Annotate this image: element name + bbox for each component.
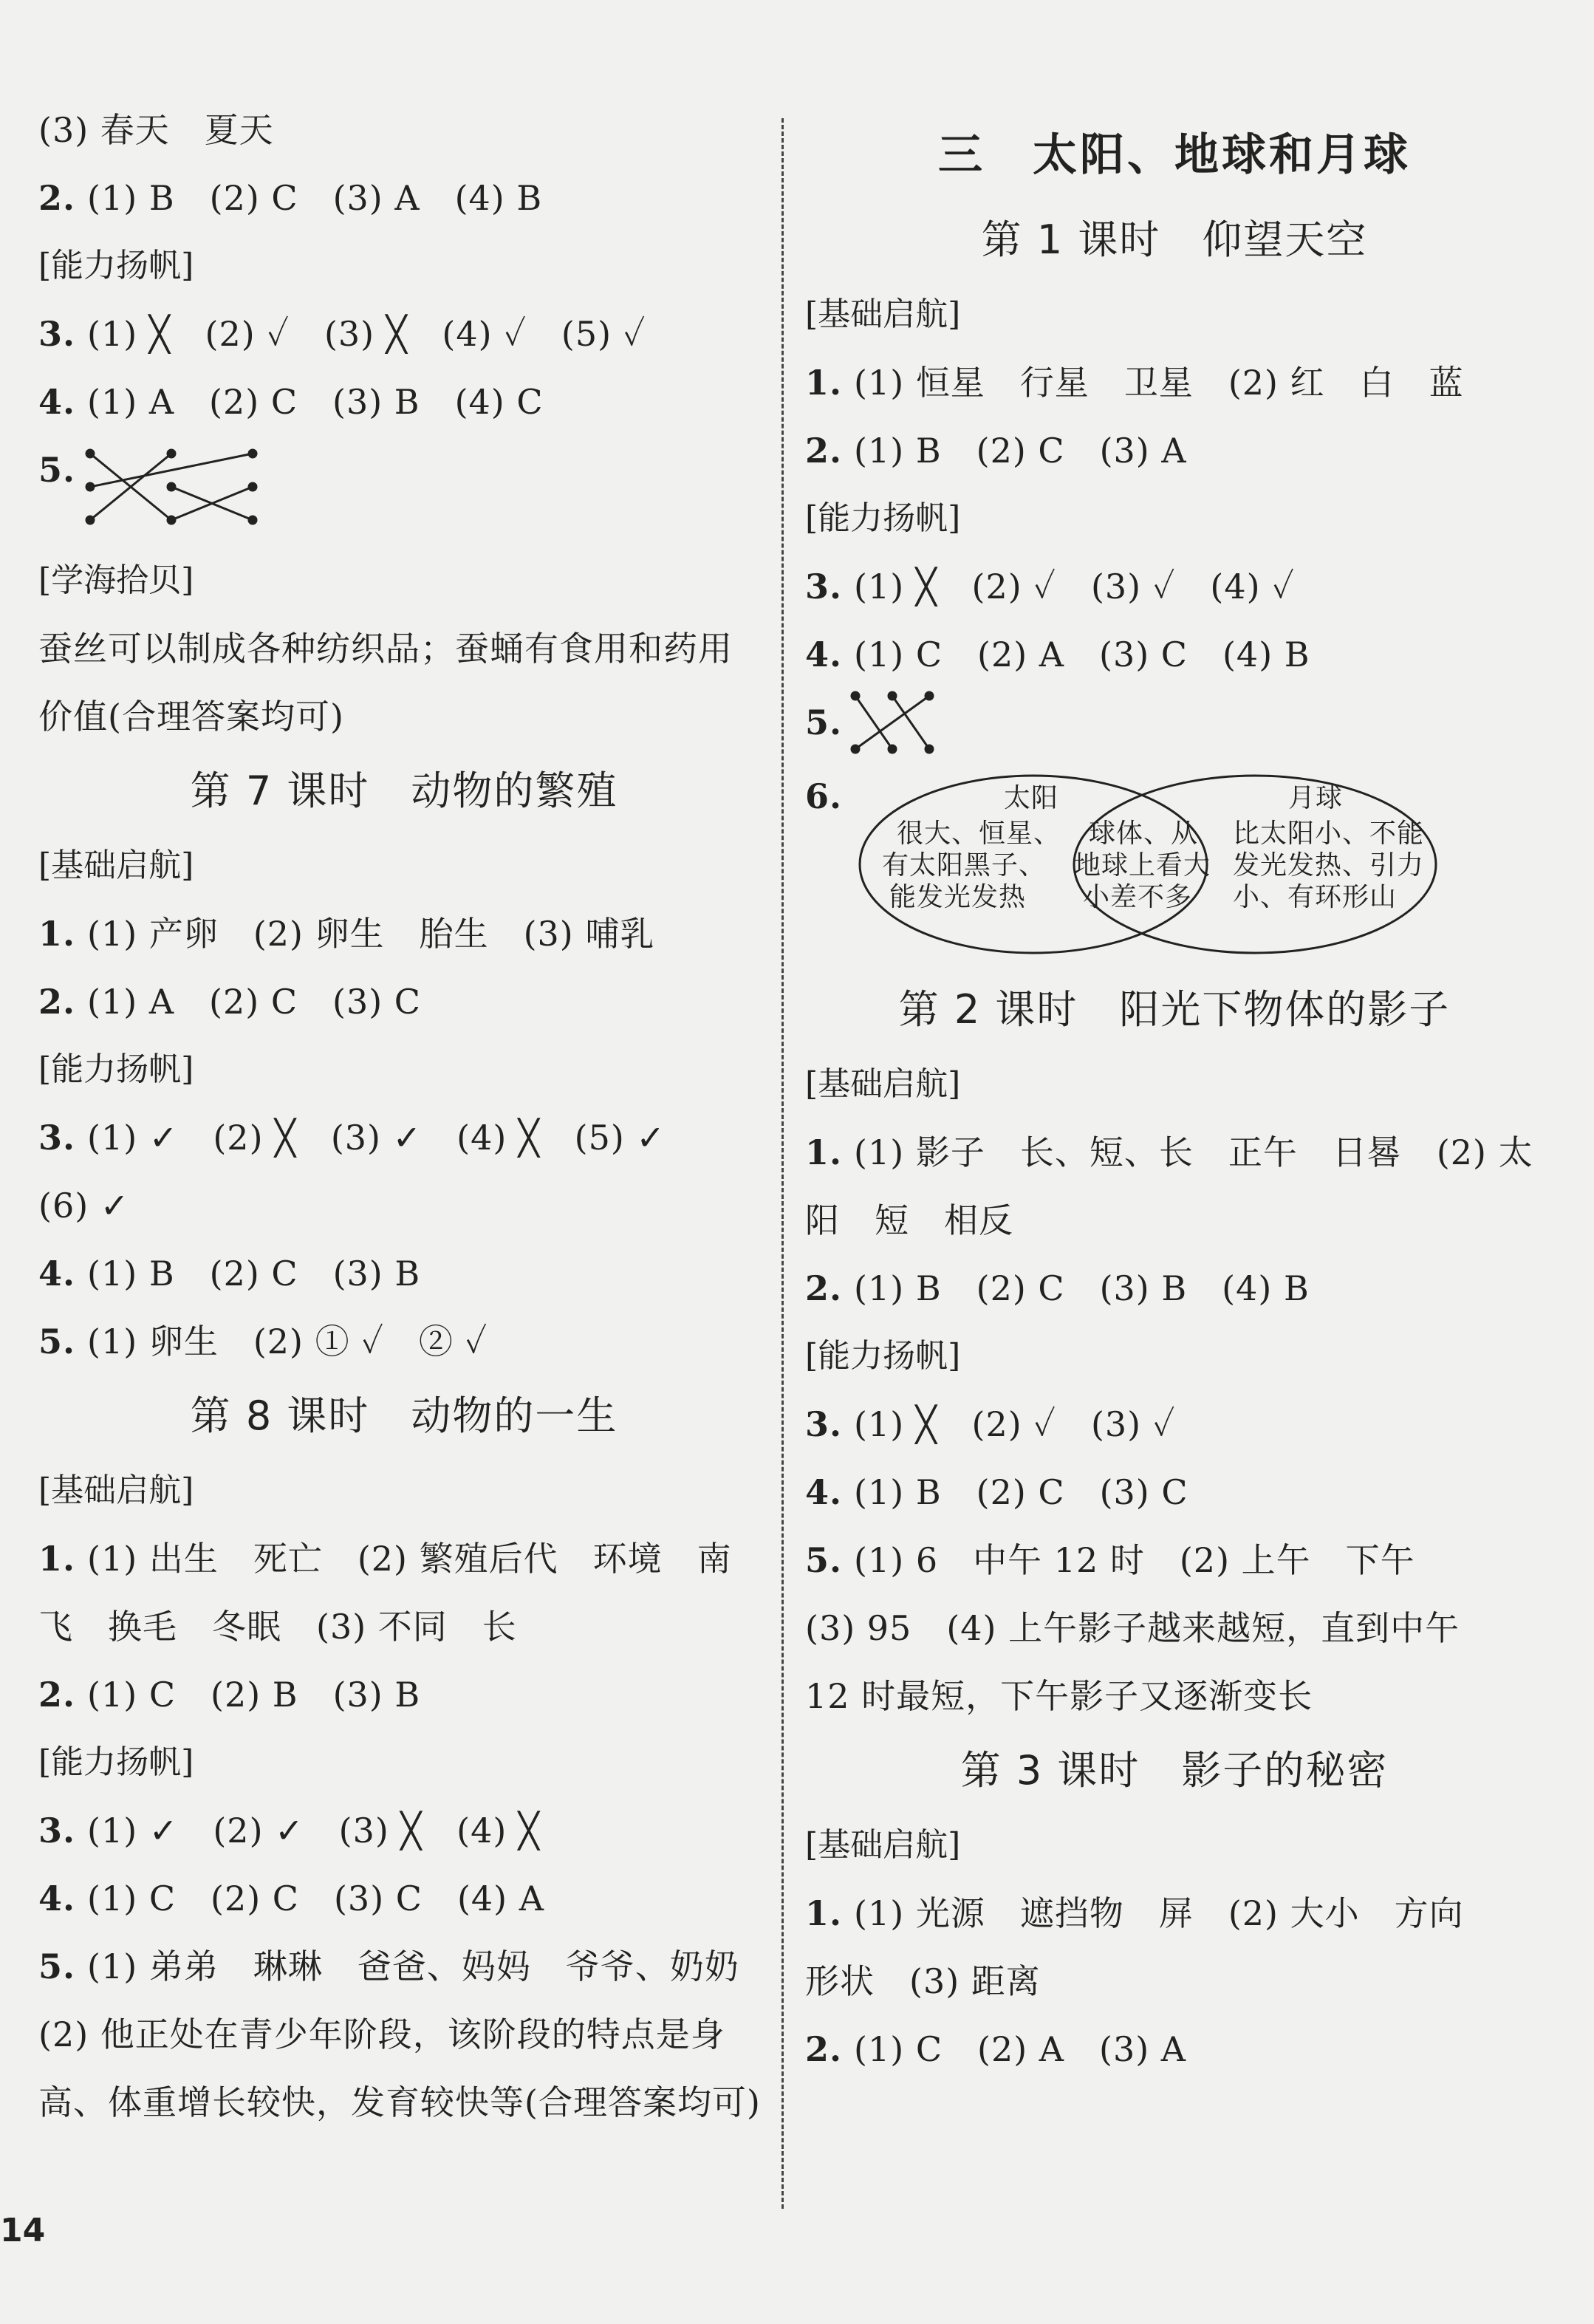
answer-line: 高、体重增长较快，发育较快等(合理答案均可): [38, 2082, 761, 2122]
answer-text: (1) 卵生 (2) ① ✓ ② ✓: [87, 1322, 488, 1361]
answer-text: (1) B (2) C (3) B: [87, 1254, 421, 1293]
answer-line: 蚕丝可以制成各种纺织品；蚕蛹有食用和药用: [38, 629, 733, 669]
answer-line: [805, 688, 1544, 762]
venn-right-text: 发光发热、引力: [1233, 850, 1425, 881]
answer-line: [38, 968, 770, 1036]
answer-line: (3) 95 (4) 上午影子越来越短，直到中午: [805, 1608, 1460, 1648]
question-number: 2.: [805, 1268, 843, 1308]
answer-text: (1) C (2) A (3) A: [854, 2029, 1187, 2069]
answer-line: [38, 1865, 770, 1932]
answer-text: (1) C (2) C (3) C (4) A: [87, 1879, 544, 1918]
answer-text: (1) ✓ (2) ✓ (3) ╳ (4) ╳: [87, 1811, 540, 1850]
question-number: 2.: [38, 1675, 76, 1715]
answer-text: (1) 6 中午 12 时 (2) 上午 下午: [854, 1540, 1415, 1580]
answer-line: (2) 他正处在青少年阶段，该阶段的特点是身: [38, 2014, 725, 2054]
question-number: 3.: [805, 1404, 843, 1444]
column-divider: [781, 118, 784, 2209]
answer-line: [805, 621, 1544, 688]
answer-line: [805, 762, 1544, 969]
answer-line: [38, 164, 770, 232]
venn-left-text: 有太阳黑子、: [882, 850, 1047, 881]
question-number: 1.: [38, 1539, 76, 1579]
section-label: [基础启航]: [805, 1065, 961, 1103]
answer-line: 阳 短 相反: [805, 1200, 1013, 1240]
answer-text: (1) 影子 长、短、长 正午 日晷 (2) 太: [854, 1132, 1533, 1172]
question-number: 3.: [805, 567, 843, 606]
venn-middle-text: 球体、从: [1089, 818, 1199, 849]
answer-line: [805, 1254, 1544, 1322]
answer-line: [38, 1661, 770, 1729]
answer-line: 12 时最短，下午影子又逐渐变长: [805, 1676, 1313, 1716]
answer-text: (1) A (2) C (3) C: [87, 982, 421, 1022]
answer-line: 价值(合理答案均可): [38, 697, 344, 736]
answer-line: [38, 436, 770, 547]
question-number: 3.: [38, 1811, 76, 1850]
answer-line: [805, 1390, 1544, 1458]
venn-left-title: 太阳: [1004, 783, 1059, 813]
section-label: [能力扬帆]: [38, 1050, 194, 1088]
answer-text: (1) B (2) C (3) A (4) B: [87, 178, 543, 218]
answer-text: (1) 出生 死亡 (2) 繁殖后代 环境 南: [87, 1539, 732, 1579]
answer-line: [805, 1458, 1544, 1526]
lesson-heading: 第 7 课时 动物的繁殖: [190, 768, 618, 814]
answer-line: [38, 368, 770, 436]
section-label: [基础启航]: [38, 847, 194, 884]
answer-line: 飞 换毛 冬眠 (3) 不同 长: [38, 1607, 517, 1647]
right-column: [805, 111, 1544, 2083]
lesson-heading: 第 1 课时 仰望天空: [981, 216, 1368, 263]
question-number: 5.: [805, 703, 843, 742]
question-number: 5.: [38, 1947, 76, 1986]
question-number: 5.: [38, 450, 76, 490]
question-number: 2.: [805, 431, 843, 471]
answer-line: [38, 1308, 770, 1375]
question-number: 4.: [38, 1879, 76, 1918]
answer-line: [38, 1932, 770, 2000]
answer-line: [805, 349, 1544, 417]
answer-line: [38, 1240, 770, 1308]
section-label: [能力扬帆]: [38, 247, 194, 284]
answer-text: (1) 弟弟 琳琳 爸爸、妈妈 爷爷、奶奶: [87, 1947, 739, 1986]
answer-text: (1) ╳ (2) ✓ (3) ✓ (4) ✓: [854, 567, 1295, 606]
venn-left-text: 能发光发热: [889, 882, 1027, 912]
section-label: [学海拾贝]: [38, 561, 194, 599]
question-number: 4.: [38, 382, 76, 422]
answer-text: (1) ╳ (2) ✓ (3) ✓: [854, 1404, 1176, 1444]
answer-line: (3) 春天 夏天: [38, 110, 274, 150]
lesson-heading: 第 8 课时 动物的一生: [190, 1392, 618, 1439]
venn-middle-text: 地球上看大: [1074, 850, 1211, 881]
answer-text: (1) B (2) C (3) C: [854, 1472, 1188, 1512]
question-number: 3.: [38, 1118, 76, 1158]
venn-middle-text: 小差不多: [1083, 882, 1193, 912]
cross-lines-diagram: [848, 690, 944, 758]
question-number: 6.: [805, 776, 843, 816]
question-number: 4.: [805, 1472, 843, 1512]
question-number: 1.: [38, 914, 76, 954]
question-number: 1.: [805, 1893, 843, 1933]
answer-text: (1) A (2) C (3) B (4) C: [87, 382, 544, 422]
answer-text: (1) 产卵 (2) 卵生 胎生 (3) 哺乳: [87, 914, 655, 954]
answer-line: [38, 1797, 770, 1865]
left-column: [38, 96, 770, 2136]
chapter-title: 三 太阳、地球和月球: [938, 129, 1411, 181]
answer-text: (1) 恒星 行星 卫星 (2) 红 白 蓝: [854, 363, 1464, 403]
answer-text: (1) B (2) C (3) B (4) B: [854, 1268, 1310, 1308]
question-number: 2.: [38, 178, 76, 218]
lesson-heading: 第 3 课时 影子的秘密: [960, 1747, 1389, 1794]
question-number: 2.: [805, 2029, 843, 2069]
section-label: [能力扬帆]: [805, 1337, 961, 1375]
answer-line: [805, 1118, 1544, 1186]
answer-line: (6) ✓: [38, 1186, 130, 1226]
section-label: [基础启航]: [38, 1472, 194, 1509]
section-label: [基础启航]: [805, 295, 961, 333]
venn-right-text: 小、有环形山: [1233, 882, 1398, 912]
answer-line: [38, 1104, 770, 1172]
answer-line: 形状 (3) 距离: [805, 1961, 1041, 2001]
section-label: [能力扬帆]: [38, 1743, 194, 1781]
answer-text: (1) ✓ (2) ╳ (3) ✓ (4) ╳ (5) ✓: [87, 1118, 666, 1158]
question-number: 4.: [805, 635, 843, 674]
answer-line: [805, 2015, 1544, 2083]
answer-text: (1) 光源 遮挡物 屏 (2) 大小 方向: [854, 1893, 1464, 1933]
question-number: 1.: [805, 363, 843, 403]
venn-right-title: 月球: [1288, 783, 1344, 813]
venn-right-text: 比太阳小、不能: [1233, 818, 1425, 849]
answer-line: [38, 300, 770, 368]
venn-left-text: 很大、恒星、: [897, 818, 1061, 849]
answer-text: (1) C (2) A (3) C (4) B: [854, 635, 1310, 674]
page-number: 14: [0, 2212, 46, 2249]
answer-text: (1) C (2) B (3) B: [87, 1675, 421, 1715]
section-label: [能力扬帆]: [805, 499, 961, 537]
venn-diagram: [845, 768, 1465, 960]
answer-line: [805, 553, 1544, 621]
answer-line: [38, 1525, 770, 1593]
question-number: 4.: [38, 1254, 76, 1293]
question-number: 5.: [805, 1540, 843, 1580]
matching-lines-diagram: [83, 446, 304, 535]
answer-line: [805, 1526, 1544, 1594]
lesson-heading: 第 2 课时 阳光下物体的影子: [898, 986, 1451, 1033]
section-label: [基础启航]: [805, 1826, 961, 1864]
question-number: 5.: [38, 1322, 76, 1361]
answer-line: [805, 1879, 1544, 1947]
question-number: 1.: [805, 1132, 843, 1172]
answer-line: [805, 417, 1544, 485]
question-number: 3.: [38, 314, 76, 354]
answer-text: (1) B (2) C (3) A: [854, 431, 1187, 471]
answer-text: (1) ╳ (2) ✓ (3) ╳ (4) ✓ (5) ✓: [87, 314, 646, 354]
question-number: 2.: [38, 982, 76, 1022]
answer-line: [38, 900, 770, 968]
